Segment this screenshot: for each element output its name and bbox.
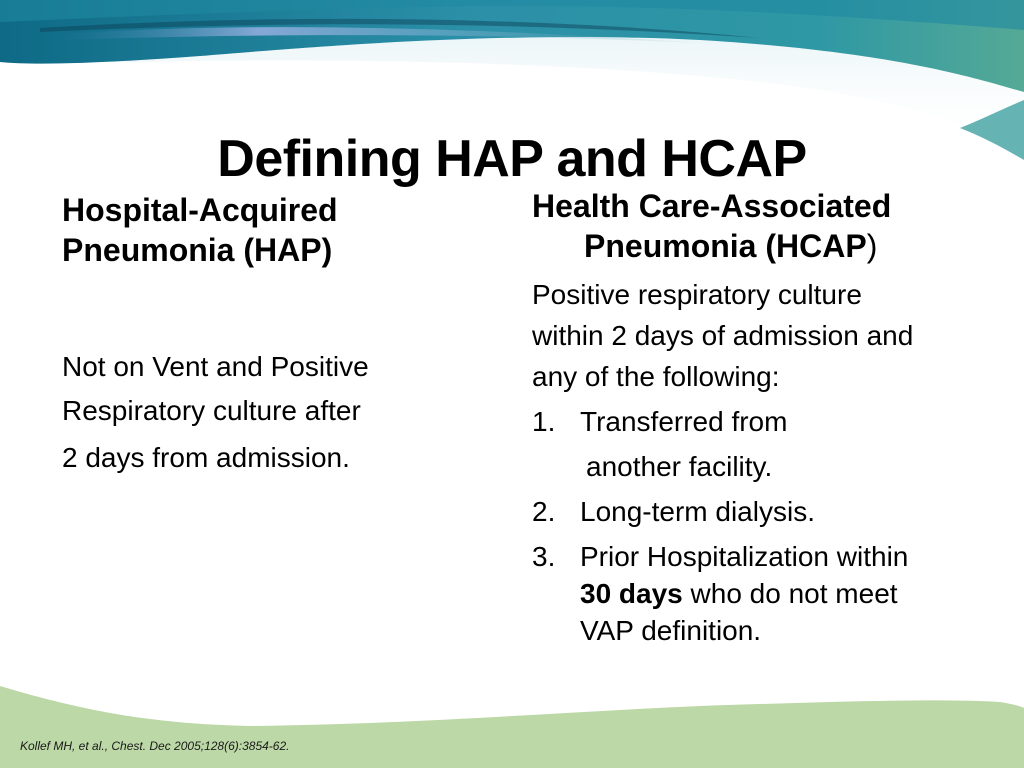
criteria-text: Transferred from xyxy=(580,406,788,437)
hap-heading xyxy=(62,190,462,270)
hcap-heading-paren: ) xyxy=(866,228,878,264)
criteria-number: 2. xyxy=(532,496,556,527)
hcap-intro xyxy=(532,274,1012,397)
citation: Kollef MH, et al., Chest. Dec 2005;128(6):3854-62. xyxy=(20,739,290,753)
hcap-heading-line: Health Care-Associated xyxy=(532,188,892,224)
hcap-intro-line: any of the following: xyxy=(532,361,780,392)
hcap-intro-line: Positive respiratory culture xyxy=(532,279,862,310)
hap-definition xyxy=(62,347,462,481)
hap-definition-line: Respiratory culture after xyxy=(62,395,361,426)
criteria-text: Prior Hospitalization within xyxy=(580,541,909,572)
criteria-number: 3. xyxy=(532,541,556,572)
criteria-number: 1. xyxy=(532,406,556,437)
criteria-item xyxy=(532,538,1012,649)
hcap-intro-line: within 2 days of admission and xyxy=(532,320,914,351)
criteria-emphasis: 30 days xyxy=(580,578,683,609)
hcap-criteria-list xyxy=(532,403,1012,649)
hcap-heading-line xyxy=(532,226,1012,266)
hcap-column xyxy=(532,186,1012,657)
criteria-item xyxy=(532,403,1012,485)
hap-definition-line: 2 days from admission. xyxy=(62,442,350,473)
hcap-heading xyxy=(532,186,1012,266)
hap-heading-line: Hospital-Acquired xyxy=(62,192,338,228)
hap-heading-line: Pneumonia (HAP) xyxy=(62,232,333,268)
criteria-item xyxy=(532,493,1012,530)
criteria-continuation: another facility. xyxy=(586,451,773,482)
criteria-text: VAP definition. xyxy=(580,615,762,646)
hcap-heading-bold: Pneumonia (HCAP xyxy=(584,228,867,264)
hap-column xyxy=(62,190,462,481)
criteria-text: who do not meet xyxy=(682,578,898,609)
criteria-line xyxy=(580,575,1012,612)
criteria-text: Long-term dialysis. xyxy=(580,496,815,527)
slide-title: Defining HAP and HCAP xyxy=(217,129,807,188)
hap-definition-line: Not on Vent and Positive xyxy=(62,351,369,382)
